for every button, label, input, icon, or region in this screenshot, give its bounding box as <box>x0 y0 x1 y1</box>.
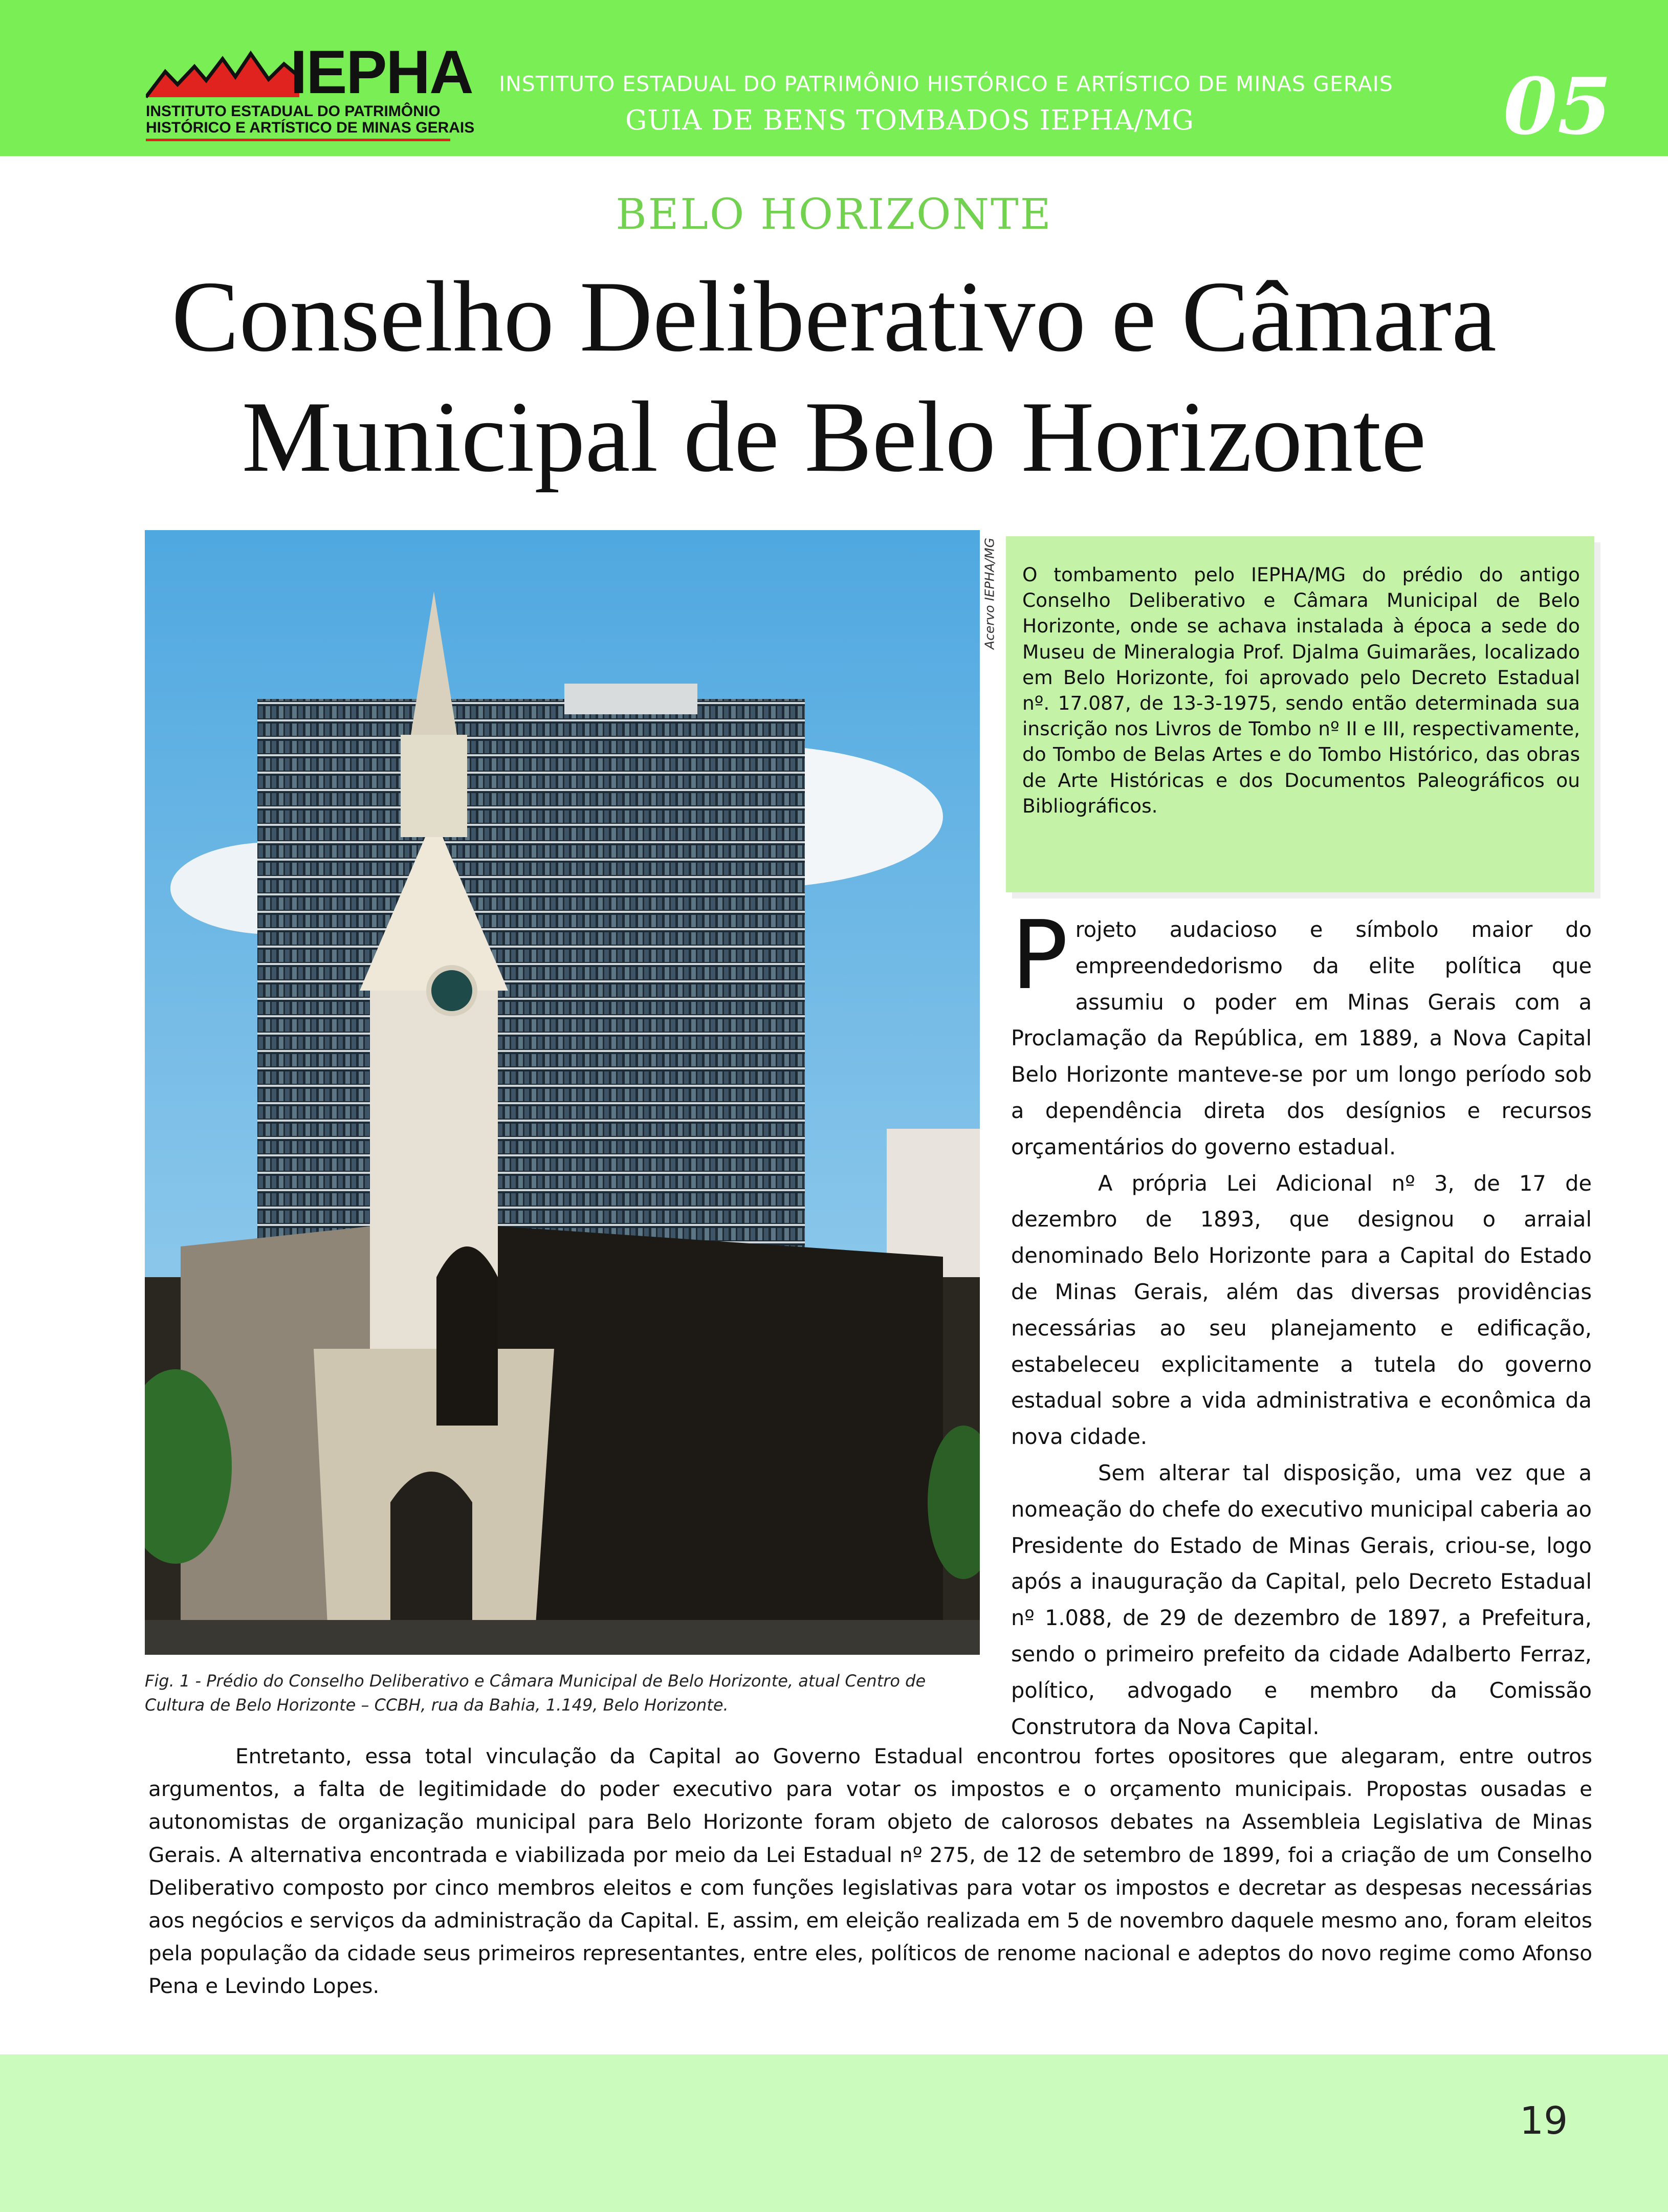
mountains-logo-icon <box>146 49 299 100</box>
institute-name: INSTITUTO ESTADUAL DO PATRIMÔNIO HISTÓRICO E ARTÍSTICO DE MINAS GERAIS <box>499 72 1393 96</box>
page-number: 19 <box>1520 2099 1568 2143</box>
body-paragraph-4: Entretanto, essa total vinculação da Capital ao Governo Estadual encontrou fortes opositores que alegaram, entre outros argumentos, a falta de legitimidade do poder executivo para votar os impostos e o orçamento municipais. Propostas ousadas e autonomistas de organização municipal para Belo Horizonte foram objeto de calorosos debates na Assembleia Legislativa de Minas Gerais. A alternativa encontrada e viabilizada por meio da Lei Estadual nº 275, de 12 de setembro de 1899, foi a criação de um Conselho Deliberativo composto por cinco membros eleitos e com funções legislativas para votar os impostos e decretar as despesas necessárias aos negócios e serviços da administração da Capital. E, assim, em eleição realizada em 5 de novembro daquele mesmo ano, foram eleitos pela população da cidade seus primeiros representantes, entre eles, políticos de renome nacional e adeptos do novo regime como Afonso Pena e Levindo Lopes. <box>148 1744 1592 1999</box>
body-paragraph-1-text: rojeto audacioso e símbolo maior do empreendedorismo da elite política que assumiu o poder em Minas Gerais com a Proclamação da República, em 1889, a Nova Capital Belo Horizonte manteve-se por um longo período sob a dependência direta dos desígnios e recursos orçamentários do governo estadual. <box>1011 917 1592 1159</box>
drop-cap: P <box>1011 900 1068 1011</box>
body-paragraph-2: A própria Lei Adicional nº 3, de 17 de dezembro de 1893, que designou o arraial denominado Belo Horizonte para a Capital do Estado de Minas Gerais, além das diversas providências necessárias ao seu planejamento e edificação, estabeleceu explicitamente a tutela do governo estadual sobre a vida administrativa e econômica da nova cidade. <box>1011 1170 1592 1450</box>
building-photo-illustration <box>145 530 980 1655</box>
body-paragraph-1 <box>1011 900 1592 1166</box>
photo-credit-text: Acervo IEPHA/MG <box>982 537 997 650</box>
figure-caption: Fig. 1 - Prédio do Conselho Deliberativo e Câmara Municipal de Belo Horizonte, atual Centro de Cultura de Belo Horizonte – CCBH, rua da Bahia, 1.149, Belo Horizonte. <box>145 1671 926 1715</box>
photo-credit <box>978 532 1001 655</box>
city-heading: BELO HORIZONTE <box>616 190 1052 239</box>
body-paragraph-3: Sem alterar tal disposição, uma vez que a nomeação do chefe do executivo municipal caberia ao Presidente do Estado de Minas Gerais, criou-se, logo após a inauguração da Capital, pelo Decreto Estadual nº 1.088, de 29 de dezembro de 1897, a Prefeitura, sendo o primeiro prefeito da cidade Adalberto Ferraz, político, advogado e membro da Comissão Construtora da Nova Capital. <box>1011 1460 1592 1739</box>
logo-divider <box>146 139 450 141</box>
guide-title: GUIA DE BENS TOMBADOS IEPHA/MG <box>625 105 1194 136</box>
page-title-line1: Conselho Deliberativo e Câmara <box>171 260 1497 373</box>
building-photo <box>145 530 980 1655</box>
page-title-line2: Municipal de Belo Horizonte <box>242 381 1426 493</box>
logo-subtitle-line2: HISTÓRICO E ARTÍSTICO DE MINAS GERAIS <box>146 119 475 136</box>
tombamento-box <box>1006 536 1594 892</box>
logo-subtitle-line1: INSTITUTO ESTADUAL DO PATRIMÔNIO <box>146 103 441 120</box>
logo-wordmark: IEPHA <box>290 38 473 106</box>
footer-band <box>0 2054 1668 2212</box>
tombamento-box-text: O tombamento pelo IEPHA/MG do prédio do antigo Conselho Deliberativo e Câmara Municipal de Belo Horizonte, onde se achava instalada à época a sede do Museu de Mineralogia Prof. Djalma Guimarães, localizado em Belo Horizonte, foi aprovado pelo Decreto Estadual nº. 17.087, de 13-3-1975, sendo então determinada sua inscrição nos Livros de Tombo nº II e III, respectivamente, do Tombo de Belas Artes e do Tombo Histórico, das obras de Arte Históricas e dos Documentos Paleográficos ou Bibliográficos. <box>1022 563 1580 817</box>
chapter-number: 05 <box>1503 60 1612 152</box>
header-band <box>0 0 1668 156</box>
body-column <box>1011 900 1592 1745</box>
iepha-logo <box>146 38 475 146</box>
body-wide <box>148 1740 1592 2003</box>
